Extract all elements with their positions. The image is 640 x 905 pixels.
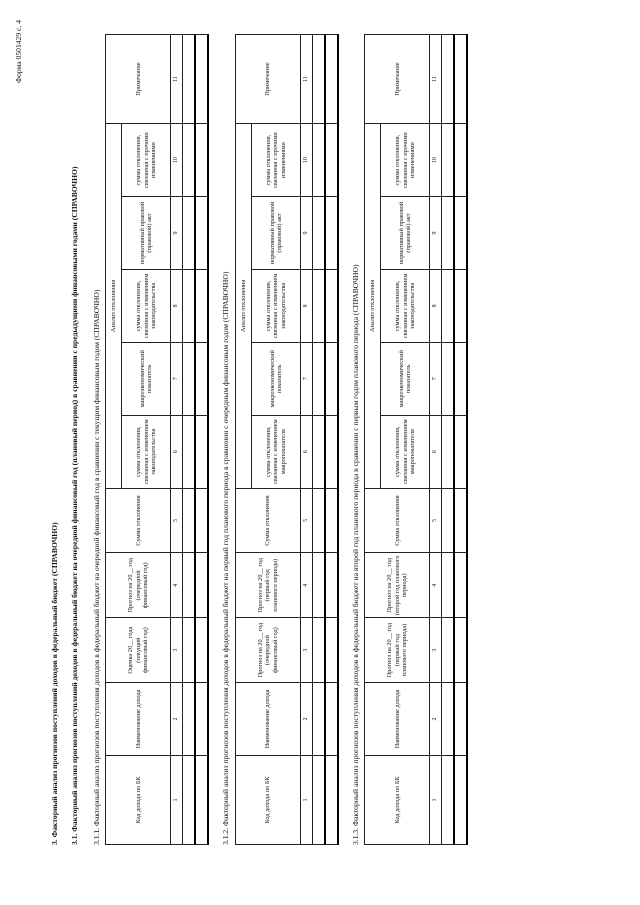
empty-cell [325,618,338,683]
column-number: 3 [171,618,183,683]
empty-cell [183,683,196,756]
column-header: Прогноз на 20__ год (первый год планового периода) [365,618,430,683]
analysis-section [92,34,209,845]
section-title: 3.1.1. Факторный анализ прогнозов поступления доходов в федеральный бюджет на очередной финансовый год в сравнении с текущим финансовым годом (СПРАВОЧНО) [91,289,101,845]
sub-column-header: сумма отклонения, связанная с изменением законодательства [122,415,171,488]
column-header: Сумма отклонения [235,488,300,553]
empty-cell [442,683,455,756]
column-header: Код дохода по БК [106,755,171,844]
empty-cell [325,35,338,124]
column-header: Код дохода по БК [365,755,430,844]
column-number: 4 [171,553,183,618]
empty-cell [312,35,325,124]
empty-cell [312,553,325,618]
empty-cell [195,124,208,197]
empty-cell [454,488,467,553]
column-number: 9 [300,197,312,270]
column-number: 2 [430,683,442,756]
analysis-section [351,34,468,845]
empty-cell [195,415,208,488]
empty-cell [195,755,208,844]
empty-cell [183,124,196,197]
column-number: 6 [171,415,183,488]
column-number: 5 [430,488,442,553]
sections-container [92,34,468,845]
sub-column-header: нормативный правовой (правовой) акт [381,197,430,270]
column-number: 2 [300,683,312,756]
empty-cell [183,488,196,553]
sub-column-header: сумма отклонения, связанная с прочими изменениями [381,124,430,197]
empty-cell [312,269,325,342]
empty-cell [442,124,455,197]
empty-cell [195,618,208,683]
column-number: 9 [430,197,442,270]
sub-column-header: сумма отклонения, связанная с прочими изменениями [251,124,300,197]
sub-column-header: макроэкономический показатель [251,342,300,415]
empty-cell [312,124,325,197]
empty-cell [454,553,467,618]
column-number: 4 [430,553,442,618]
sub-column-header: нормативный правовой (правовой) акт [251,197,300,270]
column-header: Сумма отклонения [106,488,171,553]
empty-cell [454,269,467,342]
empty-cell [454,197,467,270]
section-heading: 3. Факторный анализ прогнозов поступлений доходов в федеральный бюджет (СПРАВОЧНО) [50,522,59,845]
column-number: 8 [171,269,183,342]
column-number: 6 [430,415,442,488]
column-number: 10 [171,124,183,197]
column-number: 5 [171,488,183,553]
sub-column-header: нормативный правовой (правовой) акт [122,197,171,270]
factor-analysis-table [105,34,209,845]
column-number: 9 [171,197,183,270]
column-header: Прогноз на 20__ год (первый год планового периода) [235,553,300,618]
empty-cell [183,269,196,342]
column-number: 5 [300,488,312,553]
column-header: Код дохода по БК [235,755,300,844]
empty-cell [183,553,196,618]
column-number: 3 [300,618,312,683]
empty-cell [454,618,467,683]
factor-analysis-table [364,34,468,845]
empty-cell [312,488,325,553]
sub-column-header: макроэкономический показатель [381,342,430,415]
column-header: Примечание [235,35,300,124]
empty-cell [442,553,455,618]
group-header-cell: Анализ отклонения [365,124,381,488]
form-code: Форма 0501429 с. 4 [14,20,23,83]
column-number: 6 [300,415,312,488]
empty-cell [325,197,338,270]
column-number: 7 [171,342,183,415]
empty-cell [195,342,208,415]
empty-cell [325,488,338,553]
empty-cell [325,124,338,197]
empty-cell [454,342,467,415]
column-header: Прогноз на 20__ год (очередной финансовый год) [106,553,171,618]
empty-cell [454,683,467,756]
empty-cell [312,618,325,683]
empty-cell [325,553,338,618]
column-number: 7 [430,342,442,415]
column-number: 11 [171,35,183,124]
column-header: Прогноз на 20__ год (очередной финансовый год) [235,618,300,683]
empty-cell [195,683,208,756]
empty-cell [183,618,196,683]
sub-column-header: сумма отклонения, связанная с изменением законодательства [251,269,300,342]
factor-analysis-table [235,34,339,845]
analysis-section [221,34,338,845]
empty-cell [454,755,467,844]
subsection-heading: 3.1. Факторный анализ прогнозов поступлений доходов в федеральный бюджет на очередной финансовый год (плановый период) в сравнении с предыдущими финансовыми годами (СПРАВОЧНО) [70,166,80,845]
sub-column-header: сумма отклонения, связанная с изменением законодательства [381,269,430,342]
empty-cell [325,342,338,415]
column-number: 3 [430,618,442,683]
column-number: 8 [430,269,442,342]
empty-cell [442,269,455,342]
column-number: 1 [430,755,442,844]
column-header: Наименование дохода [235,683,300,756]
column-header: Сумма отклонения [365,488,430,553]
empty-cell [442,35,455,124]
column-number: 4 [300,553,312,618]
sub-column-header: макроэкономический показатель [122,342,171,415]
section-title: 3.1.2. Факторный анализ прогнозов поступления доходов в федеральный бюджет на первый год планового периода в сравнении с очередным финансовым годом (СПРАВОЧНО) [221,271,231,845]
column-header: Оценка 20__ года (текущий финансовый год) [106,618,171,683]
empty-cell [325,415,338,488]
column-header: Наименование дохода [106,683,171,756]
empty-cell [312,415,325,488]
empty-cell [195,488,208,553]
column-number: 10 [300,124,312,197]
empty-cell [442,197,455,270]
empty-cell [442,342,455,415]
column-number: 10 [430,124,442,197]
empty-cell [454,415,467,488]
column-number: 1 [171,755,183,844]
empty-cell [183,342,196,415]
column-number: 7 [300,342,312,415]
empty-cell [325,755,338,844]
column-number: 2 [171,683,183,756]
group-header-cell: Анализ отклонения [106,124,122,488]
column-header: Наименование дохода [365,683,430,756]
empty-cell [195,35,208,124]
empty-cell [325,683,338,756]
section-title: 3.1.3. Факторный анализ прогнозов поступления доходов в федеральный бюджет на второй год планового периода в сравнении с первым годом планового периода (СПРАВОЧНО) [350,264,360,845]
empty-cell [454,124,467,197]
empty-cell [195,197,208,270]
empty-cell [183,35,196,124]
empty-cell [183,755,196,844]
column-number: 11 [430,35,442,124]
empty-cell [442,488,455,553]
empty-cell [442,755,455,844]
empty-cell [195,553,208,618]
column-number: 11 [300,35,312,124]
empty-cell [312,683,325,756]
column-header: Примечание [106,35,171,124]
empty-cell [312,197,325,270]
column-number: 1 [300,755,312,844]
empty-cell [325,269,338,342]
empty-cell [312,755,325,844]
empty-cell [442,415,455,488]
sub-column-header: сумма отклонения, связанная с изменением макропоказателя [251,415,300,488]
sub-column-header: сумма отклонения, связанная с прочими изменениями [122,124,171,197]
empty-cell [183,415,196,488]
empty-cell [183,197,196,270]
empty-cell [442,618,455,683]
empty-cell [195,269,208,342]
column-number: 8 [300,269,312,342]
empty-cell [312,342,325,415]
column-header: Прогноз на 20__ год (второй год планового периода) [365,553,430,618]
group-header-cell: Анализ отклонения [235,124,251,488]
empty-cell [454,35,467,124]
column-header: Примечание [365,35,430,124]
sub-column-header: сумма отклонения, связанная с изменением макропоказателя [381,415,430,488]
sub-column-header: сумма отклонения, связанная с изменением законодательства [122,269,171,342]
